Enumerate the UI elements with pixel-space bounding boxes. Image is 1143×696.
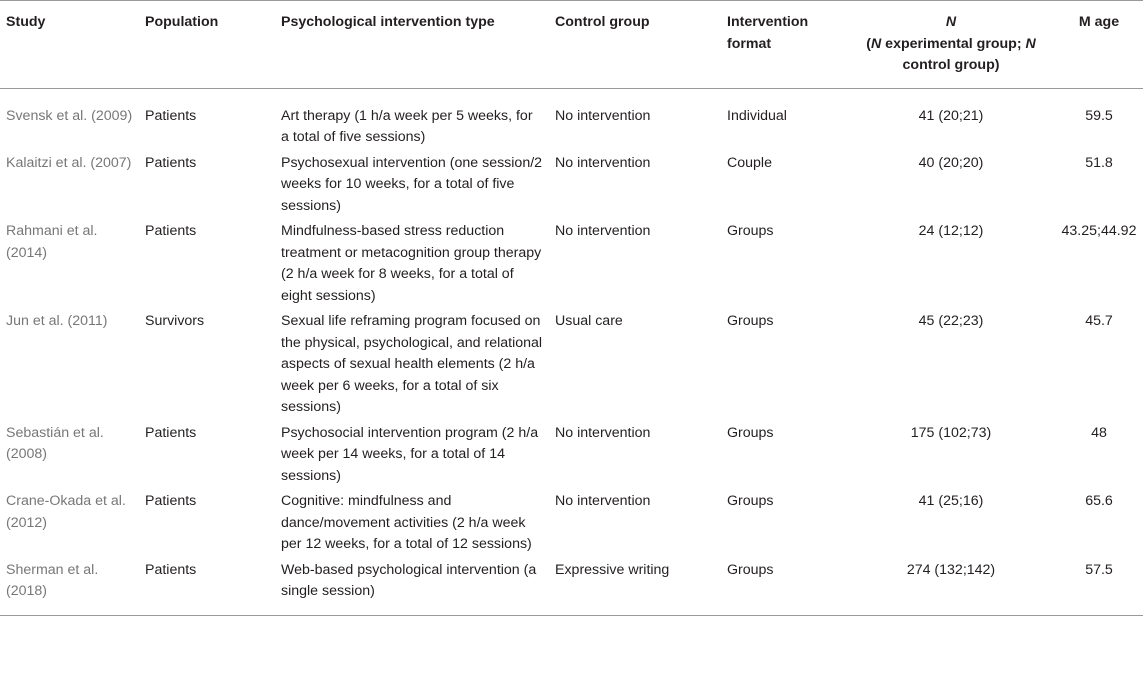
table-row: [0, 309, 1143, 421]
cell-control-group: Expressive writing: [555, 561, 670, 578]
cell-intervention-type: Mindfulness-based stress reduction treatment or metacognition group therapy (2 h/a week for 8 weeks, for a total of eight sessions): [281, 223, 542, 304]
cell-control-group: No intervention: [555, 154, 651, 171]
table-row: [0, 151, 1143, 220]
cell-m-age: 51.8: [1085, 154, 1113, 171]
cell-control-group: No intervention: [555, 107, 651, 124]
cell-intervention-format: Groups: [727, 561, 774, 578]
cell-population: Patients: [145, 223, 197, 239]
cell-m-age: 57.5: [1085, 561, 1113, 578]
cell-n: 175 (102;73): [910, 424, 992, 441]
header-row: [0, 1, 1143, 89]
cell-intervention-format: Couple: [727, 154, 772, 171]
cell-intervention-format: Groups: [727, 424, 774, 441]
cell-n: 274 (132;142): [906, 561, 996, 578]
header-n-exp-symbol: N: [870, 35, 882, 52]
table-row: [0, 88, 1143, 151]
cell-m-age: 43.25;44.92: [1061, 223, 1137, 239]
header-population: Population: [145, 14, 219, 30]
cell-control-group: Usual care: [555, 313, 623, 329]
cell-intervention-type: Psychosocial intervention program (2 h/a week per 14 weeks, for a total of 14 sessions): [281, 424, 539, 484]
cell-intervention-format: Individual: [727, 107, 787, 124]
cell-population: Patients: [145, 107, 197, 124]
table-row: [0, 489, 1143, 558]
table-row: [0, 219, 1143, 309]
cell-population: Patients: [145, 424, 197, 441]
cell-population: Patients: [145, 493, 197, 509]
header-n: [847, 1, 1055, 89]
header-control-group: Control group: [555, 14, 650, 30]
header-intervention-type: Psychological intervention type: [281, 14, 495, 30]
cell-study: Jun et al. (2011): [6, 313, 108, 329]
cell-intervention-type: Cognitive: mindfulness and dance/movement activities (2 h/a week per 12 weeks, for a total of 12 sessions): [281, 493, 532, 552]
cell-study: Sherman et al. (2018): [6, 561, 99, 599]
cell-n: 24 (12;12): [918, 223, 984, 239]
cell-intervention-format: Groups: [727, 493, 774, 509]
cell-study: Rahmani et al. (2014): [6, 223, 98, 261]
header-n-paren: (: [866, 35, 871, 52]
table-row: [0, 421, 1143, 490]
cell-intervention-type: Sexual life reframing program focused on the physical, psychological, and relational aspects of sexual health elements (2 h/a week per 6 weeks, for a total of six sessions): [281, 313, 543, 415]
cell-intervention-type: Art therapy (1 h/a week per 5 weeks, for a total of five sessions): [281, 107, 533, 145]
cell-study: Kalaitzi et al. (2007): [6, 154, 132, 171]
cell-m-age: 65.6: [1085, 493, 1113, 509]
cell-population: Survivors: [145, 313, 205, 329]
header-study: Study: [6, 14, 46, 30]
cell-m-age: 48: [1091, 424, 1107, 441]
cell-population: Patients: [145, 561, 197, 578]
cell-population: Patients: [145, 154, 197, 171]
cell-n: 45 (22;23): [918, 313, 984, 329]
cell-intervention-format: Groups: [727, 313, 774, 329]
cell-intervention-type: Psychosexual intervention (one session/2 weeks for 10 weeks, for a total of five sessions): [281, 154, 543, 214]
table-header: [0, 1, 1143, 89]
cell-m-age: 45.7: [1085, 313, 1113, 329]
cell-intervention-type: Web-based psychological intervention (a single session): [281, 561, 537, 599]
header-n-exp-text: experimental group;: [881, 35, 1026, 52]
cell-n: 41 (25;16): [918, 493, 984, 509]
header-m-age: M age: [1078, 14, 1120, 30]
table-row: [0, 558, 1143, 616]
cell-control-group: No intervention: [555, 493, 651, 509]
header-n-ctrl-symbol: N: [1025, 35, 1036, 52]
cell-study: Sebastián et al. (2008): [6, 424, 104, 462]
cell-control-group: No intervention: [555, 424, 651, 441]
cell-study: Crane-Okada et al. (2012): [6, 493, 126, 531]
header-n-ctrl-text: control group): [902, 57, 1000, 73]
header-intervention-format: Intervention format: [727, 14, 809, 52]
table-body: [0, 88, 1143, 615]
header-n-symbol: N: [945, 14, 957, 30]
cell-n: 41 (20;21): [918, 107, 984, 124]
cell-control-group: No intervention: [555, 223, 651, 239]
cell-study: Svensk et al. (2009): [6, 107, 133, 124]
cell-n: 40 (20;20): [918, 154, 984, 171]
cell-m-age: 59.5: [1085, 107, 1113, 124]
cell-intervention-format: Groups: [727, 223, 774, 239]
